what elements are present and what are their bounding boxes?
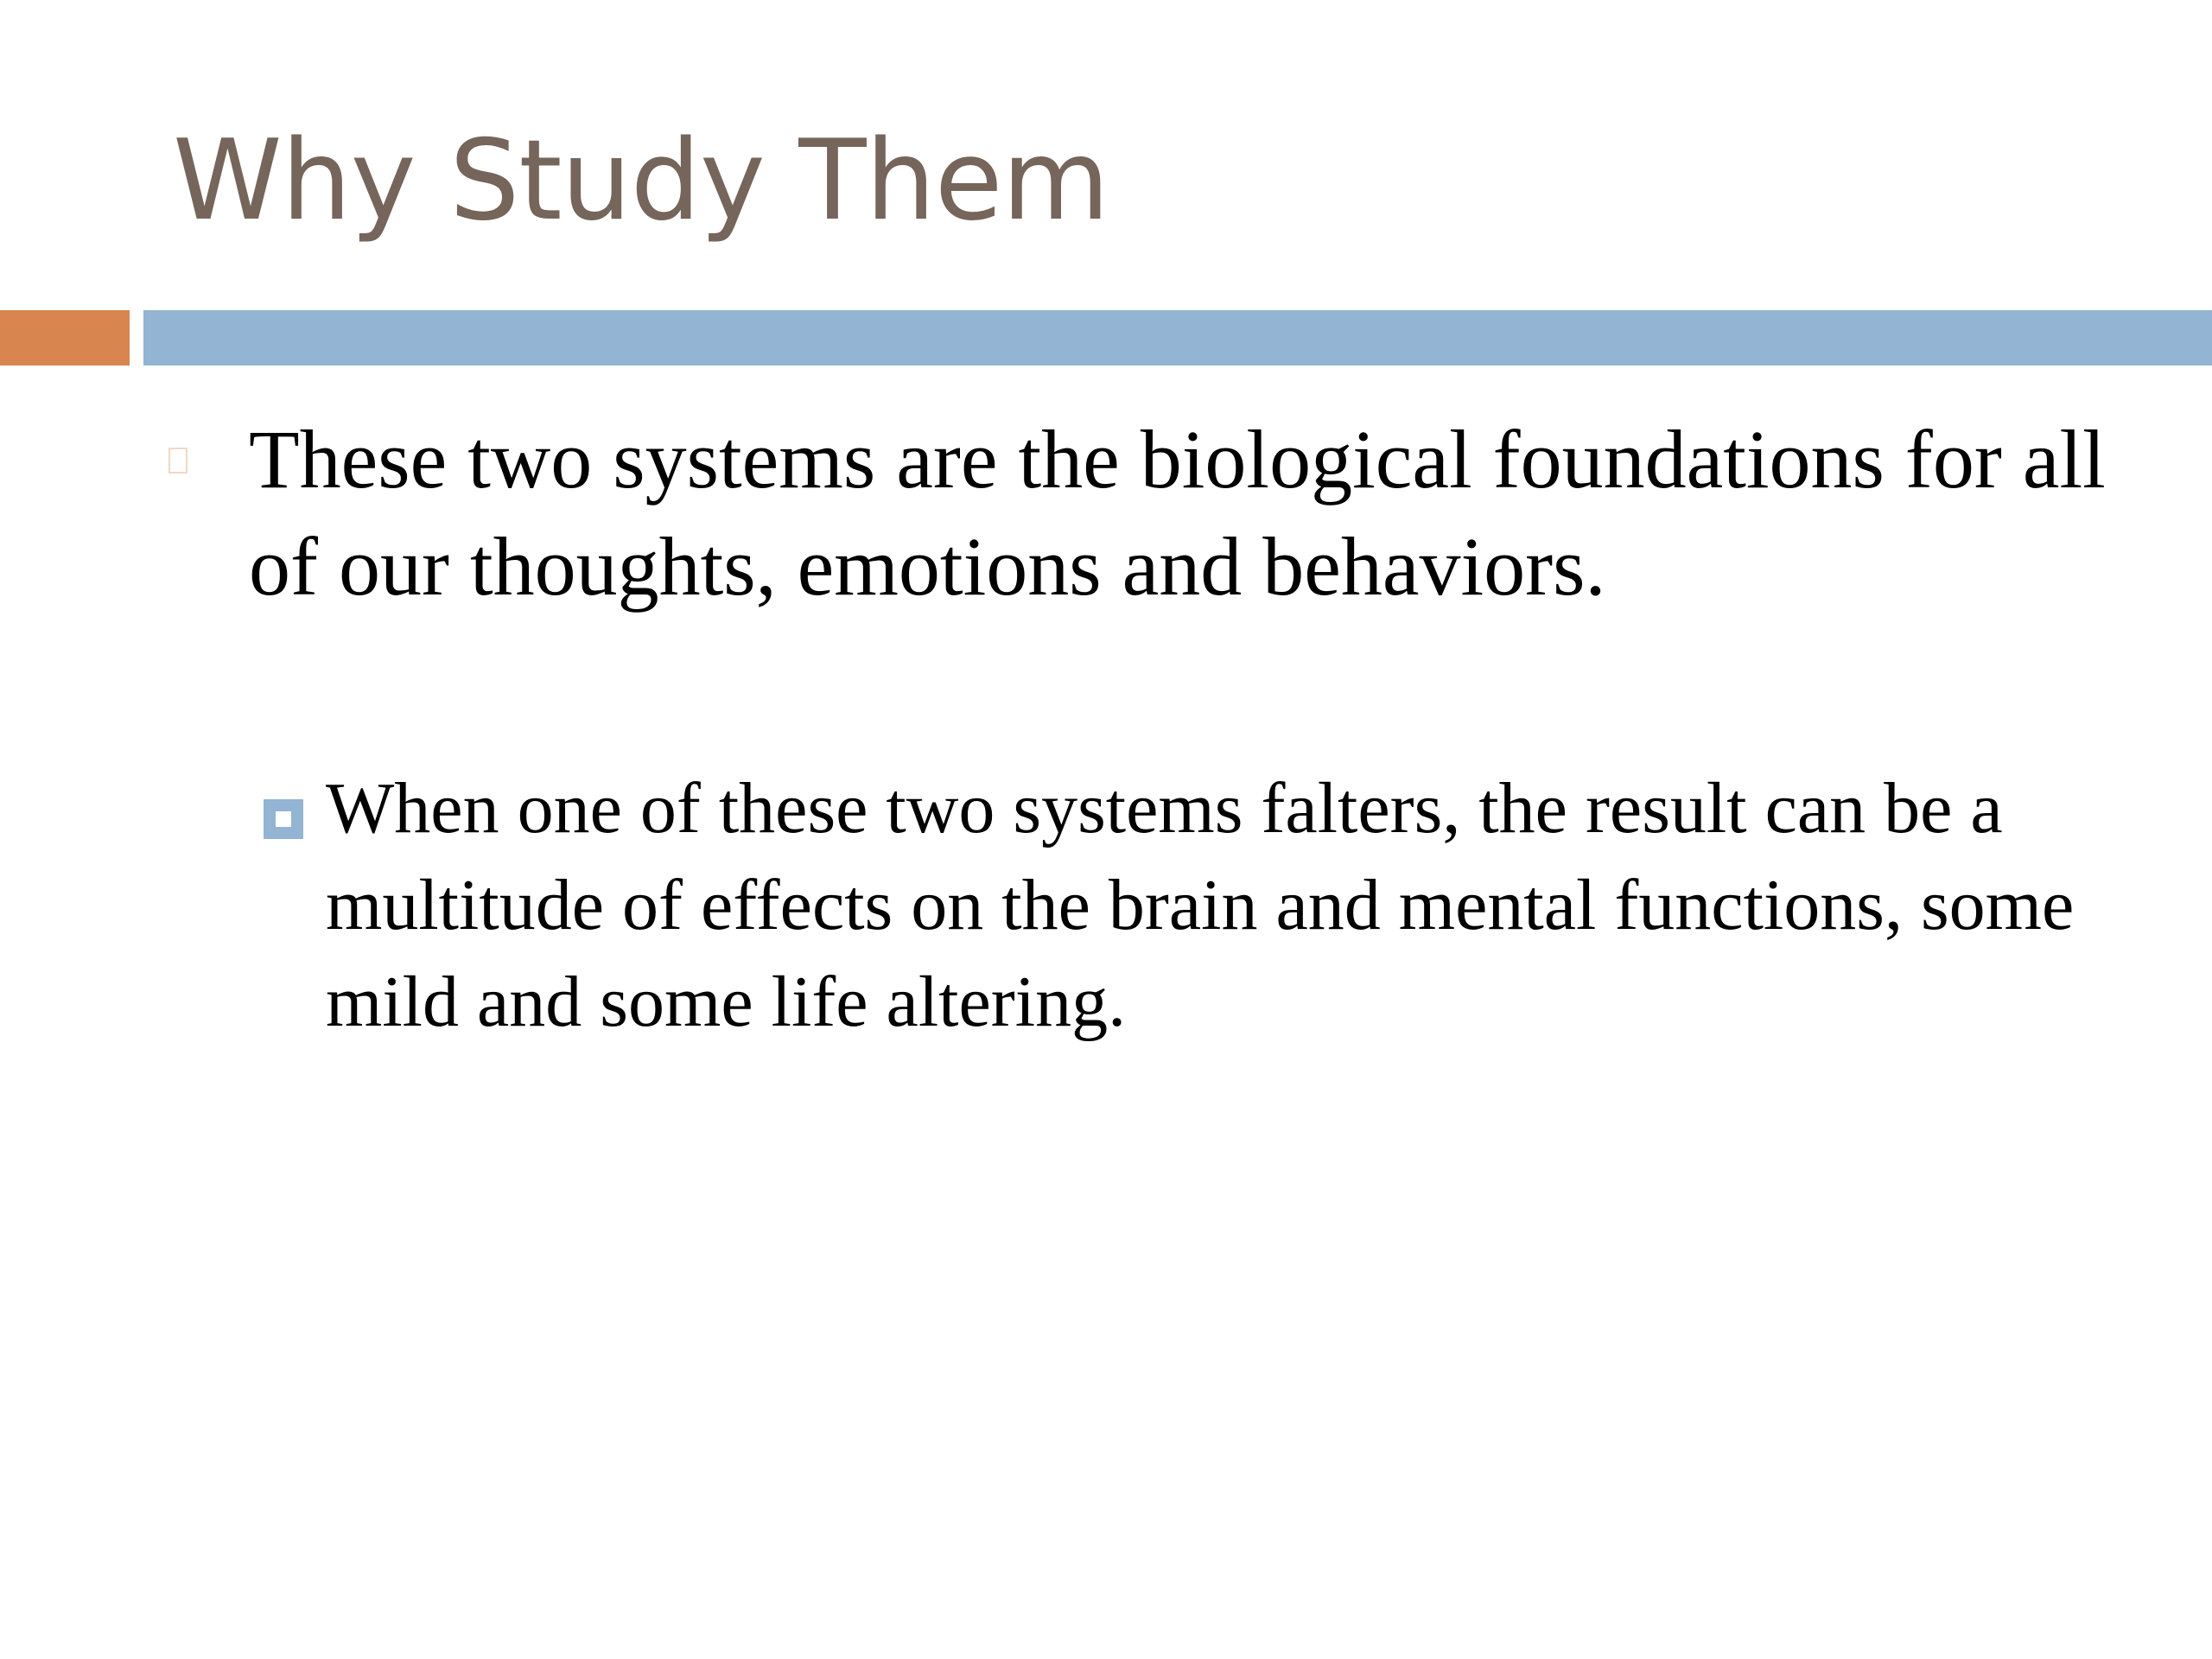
title-divider-bar	[143, 310, 2212, 365]
slide-title: Why Study Them	[173, 117, 1109, 245]
square-bullet-icon	[264, 799, 303, 839]
square-bullet-inner	[276, 811, 291, 827]
title-accent-bar	[0, 310, 130, 365]
bullet-text: These two systems are the biological foundations for all of our thoughts, emotions and behaviors.	[249, 413, 2106, 613]
sub-bullet-text: When one of these two systems falters, the result can be a multitude of effects on the brain and mental functions, some mild and some life altering.	[326, 768, 2075, 1042]
square-outline-icon	[168, 448, 188, 474]
